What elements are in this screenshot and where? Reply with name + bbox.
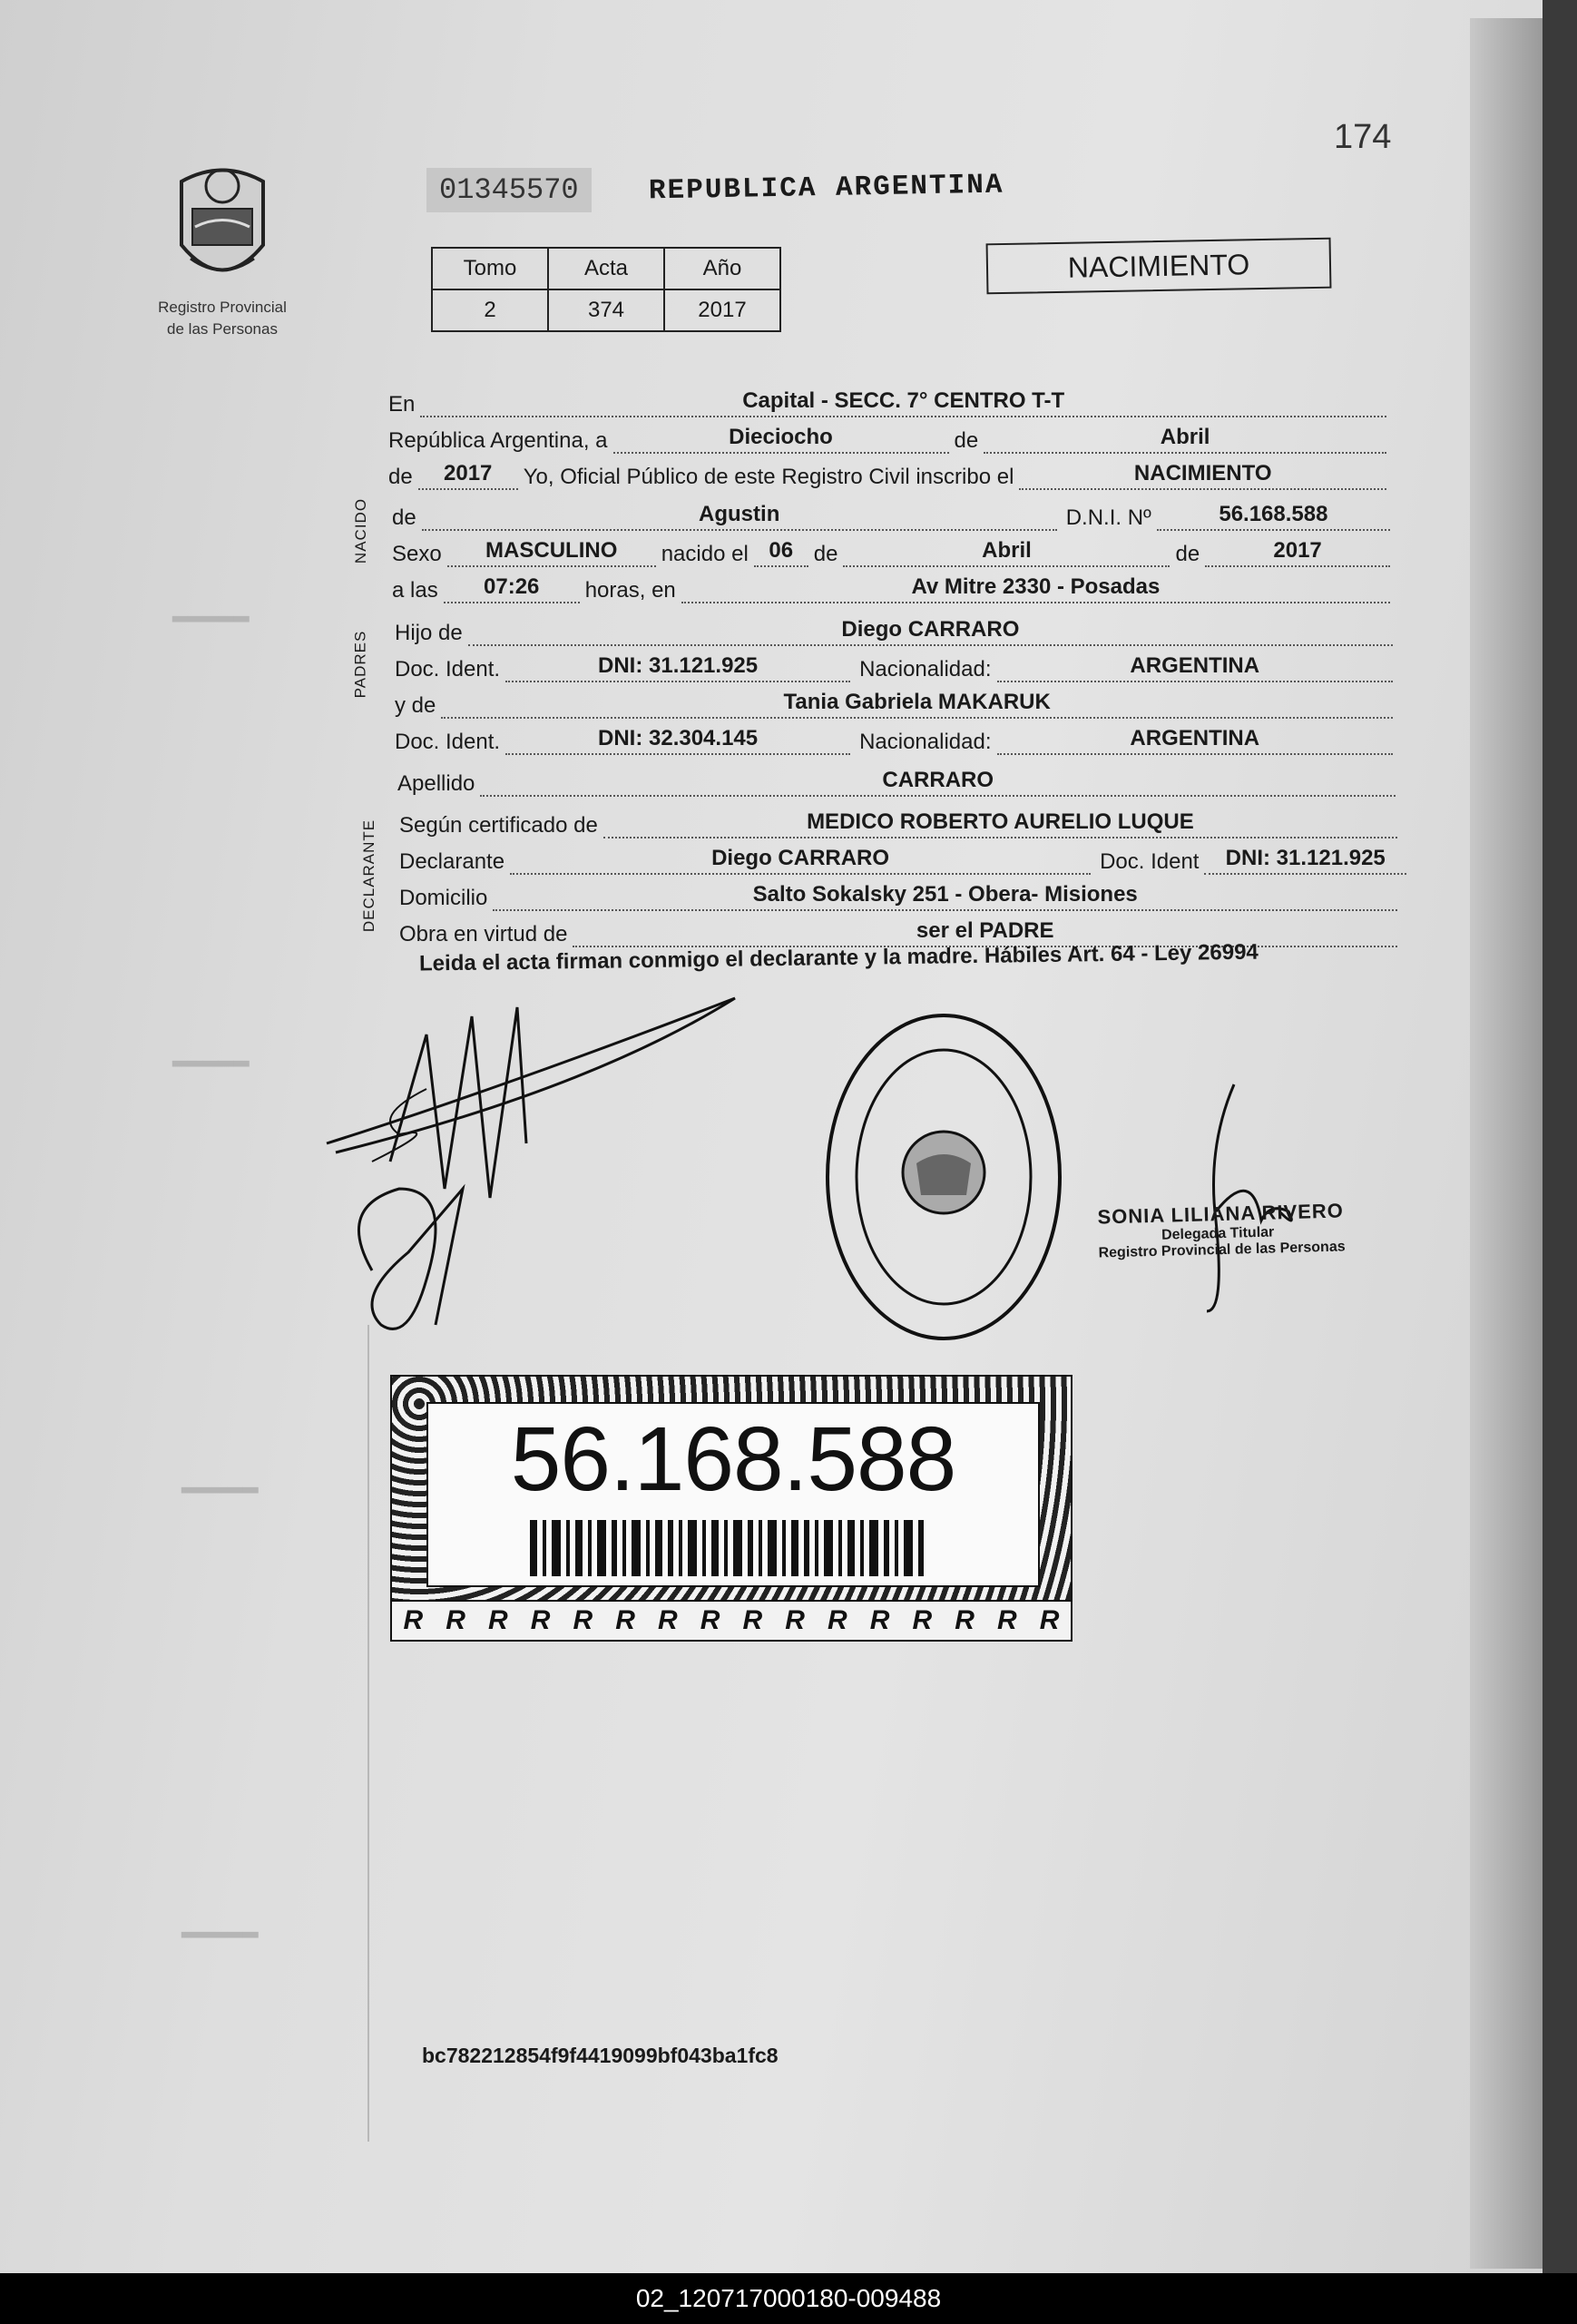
registrar-name: SONIA LILIANA RIVERO [1097,1199,1345,1229]
sticker-letter: R [573,1605,593,1635]
father-nationality: ARGENTINA [997,650,1394,682]
inscribe-value: NACIMIENTO [1019,457,1386,490]
dni-label: D.N.I. Nº [1065,505,1151,530]
hora-value: 07:26 [444,571,580,603]
file-id: 02_120717000180-009488 [635,2284,942,2312]
row-certificate [399,802,1397,838]
de4-label: de [1175,542,1200,566]
id-sticker [390,1375,1073,1642]
bleed-through-mark: ▂▂▂▂▂ [172,599,250,622]
act-type-box: NACIMIENTO [986,238,1332,295]
tomo-value: 2 [432,289,548,331]
cert-label: Según certificado de [399,813,598,838]
closing-note: Leida el acta firman conmigo el declarante y la madre. Hábiles Art. 64 - Ley 26994 [418,939,1259,976]
month-value: Abril [984,421,1386,454]
row-surname [397,760,1396,797]
en-value: Capital - SECC. 7° CENTRO T-T [420,385,1386,417]
certificate-value: MEDICO ROBERTO AURELIO LUQUE [603,806,1397,838]
ano-value: 2017 [664,289,780,331]
acta-value: 374 [548,289,664,331]
row-declarant [399,838,1406,875]
dom-label: Domicilio [399,886,488,910]
mother-nationality: ARGENTINA [997,722,1394,755]
address-value: Salto Sokalsky 251 - Obera- Misiones [493,878,1397,911]
de3-label: de [813,542,838,566]
bleed-through-mark: ▂▂▂▂▂ [181,1915,259,1937]
registrar-office: Registro Provincial de las Personas [1098,1239,1346,1261]
logo-caption-1: Registro Provincial [158,299,287,316]
year-value: 2017 [418,457,518,490]
birth-day: 06 [754,534,808,567]
row-mother-doc [395,719,1393,755]
obra-label: Obra en virtud de [399,922,568,946]
yo-label: Yo, Oficial Público de este Registro Civil inscribo el [523,465,1014,489]
sticker-letter: R [615,1605,635,1635]
lugar-value: Av Mitre 2330 - Posadas [681,571,1390,603]
declarant-name: Diego CARRARO [510,842,1091,875]
sticker-letter: R [869,1605,890,1635]
sticker-letter: R [530,1605,551,1635]
sticker-letter-row [392,1600,1071,1640]
father-nac-label: Nacionalidad: [859,657,992,682]
sticker-letter: R [828,1605,847,1635]
nacido-label: nacido el [661,542,749,566]
sticker-label [426,1402,1040,1587]
tomo-header: Tomo [432,248,548,289]
surname-value: CARRARO [480,764,1396,797]
document-hash: bc782212854f9f4419099bf043ba1fc8 [422,2044,779,2067]
row-sex [392,531,1390,567]
signature-icon [318,980,753,1361]
official-stamp-icon [821,1009,1066,1345]
sticker-letter: R [785,1605,805,1635]
sticker-letter: R [1039,1605,1060,1635]
row-name [392,495,1390,531]
decl-doc-label: Doc. Ident [1100,849,1200,874]
acta-header: Acta [548,248,664,289]
father-doc-label: Doc. Ident. [395,657,501,682]
decl-label: Declarante [399,849,505,874]
file-id-bar [0,2273,1577,2324]
by-virtue-value: ser el PADRE [573,915,1397,947]
rep-label: República Argentina, a [388,428,608,453]
mother-doc: DNI: 32.304.145 [505,722,850,755]
row-address [399,875,1397,911]
name-label: de [392,505,416,530]
hijo-label: Hijo de [395,621,463,645]
birth-month: Abril [843,534,1170,567]
child-name: Agustin [422,498,1057,531]
father-doc: DNI: 31.121.925 [505,650,850,682]
day-value: Dieciocho [613,421,949,454]
logo-caption-2: de las Personas [167,320,278,338]
side-label-declarante: DECLARANTE [360,819,378,933]
barcode-icon [530,1520,929,1576]
row-en [388,381,1386,417]
registrar-role: Delegada Titular [1161,1224,1275,1243]
bleed-through-mark: ▂▂▂▂▂ [181,1470,259,1493]
birth-year: 2017 [1205,534,1390,567]
apellido-label: Apellido [397,771,475,796]
sexo-label: Sexo [392,542,442,566]
en-label: En [388,392,416,417]
de2-label: de [388,465,413,489]
horas-label: horas, en [584,578,676,603]
sexo-value: MASCULINO [447,534,656,567]
ano-header: Año [664,248,780,289]
row-date [388,417,1386,454]
row-father-doc [395,646,1393,682]
sticker-letter: R [912,1605,933,1635]
mother-nac-label: Nacionalidad: [859,730,992,754]
mother-doc-label: Doc. Ident. [395,730,501,754]
row-mother [395,682,1393,719]
bleed-through-mark: ▂▂▂▂▂ [172,1044,250,1066]
registrar-block [1097,1199,1346,1261]
side-label-nacido: NACIDO [352,497,370,564]
de-label: de [954,428,979,453]
row-time [392,567,1390,603]
row-year [388,454,1386,490]
sticker-letter: R [658,1605,678,1635]
country-title: REPUBLICA ARGENTINA [648,169,1004,208]
serial-number: 01345570 [426,168,592,212]
child-dni: 56.168.588 [1157,498,1390,531]
sticker-dni-number: 56.168.588 [510,1408,956,1510]
sticker-letter: R [742,1605,763,1635]
yde-label: y de [395,693,436,718]
sticker-letter: R [488,1605,508,1635]
official-signature-icon [1180,1075,1325,1320]
mother-name: Tania Gabriela MAKARUK [441,686,1393,719]
hora-label: a las [392,578,438,603]
row-father [395,610,1393,646]
sticker-letter: R [403,1605,424,1635]
side-label-padres: PADRES [351,630,369,699]
father-name: Diego CARRARO [468,613,1393,646]
declarant-doc: DNI: 31.121.925 [1204,842,1406,875]
sticker-letter: R [997,1605,1017,1635]
page-number: 174 [1334,118,1392,156]
sticker-letter: R [700,1605,720,1635]
sticker-letter: R [955,1605,975,1635]
sticker-letter: R [446,1605,465,1635]
